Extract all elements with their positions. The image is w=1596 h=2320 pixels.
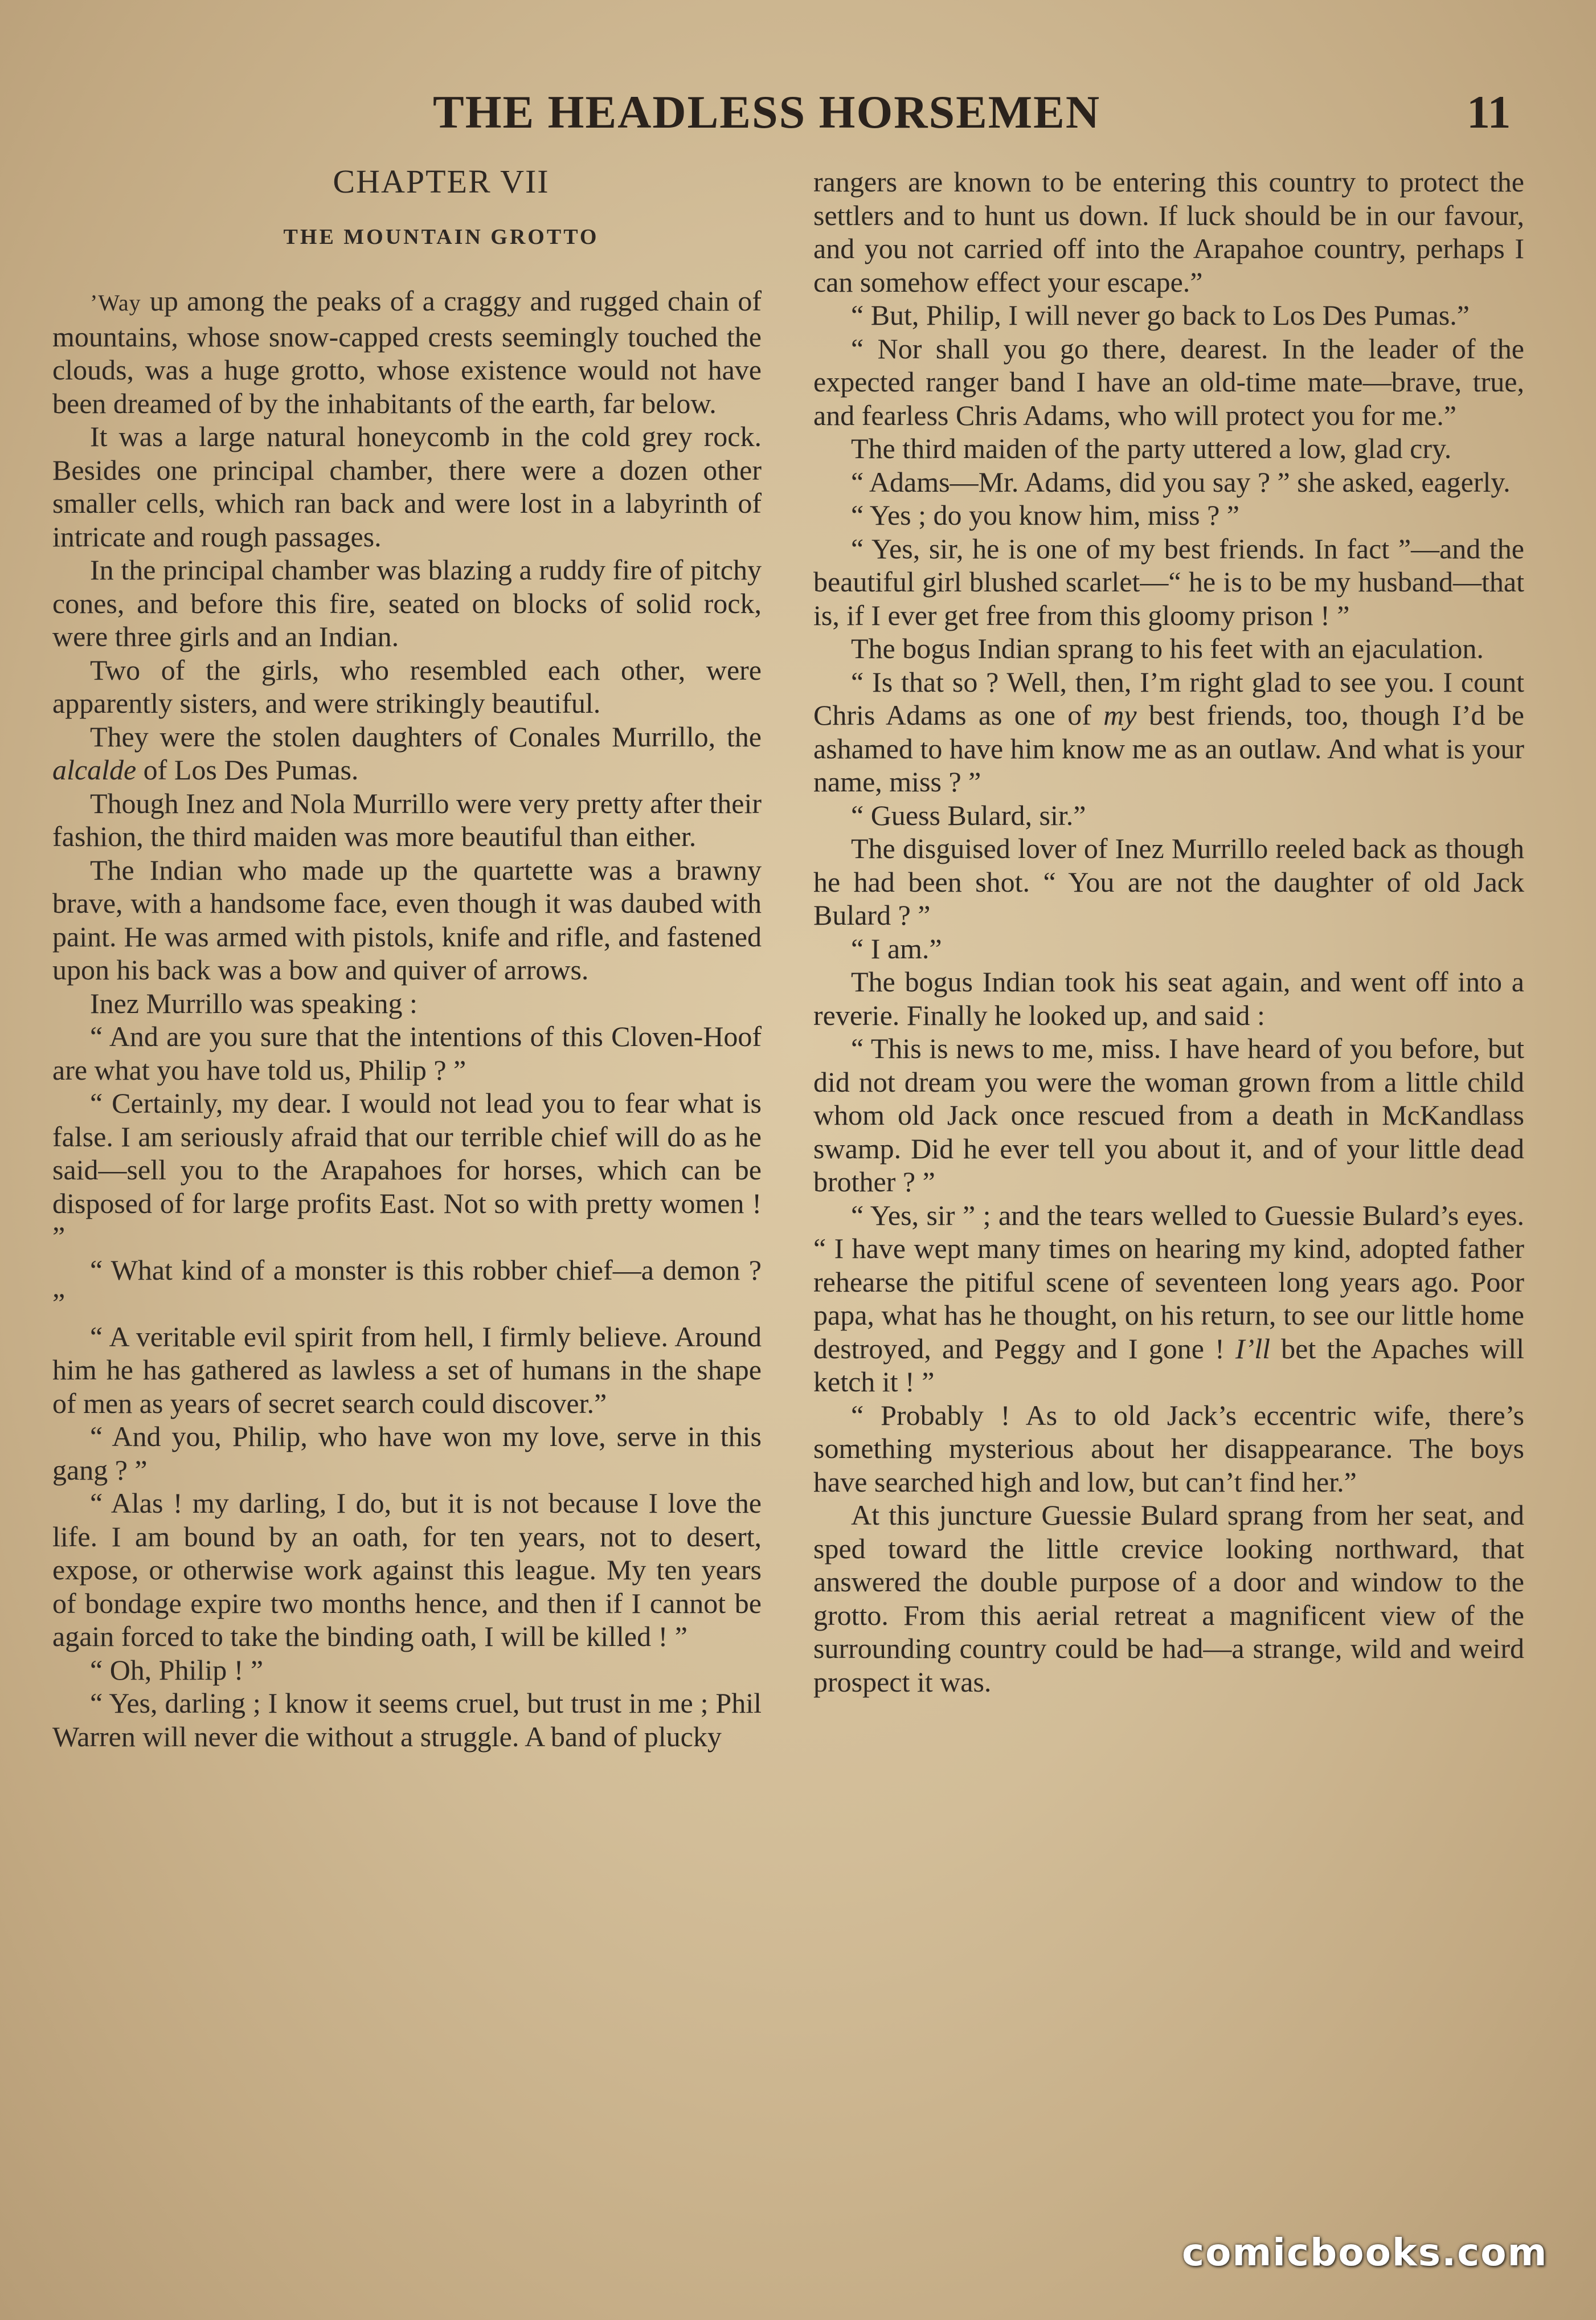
paragraph: The third maiden of the party uttered a low, glad cry. xyxy=(851,432,1452,464)
paragraph: “ Oh, Philip ! ” xyxy=(90,1653,264,1686)
paragraph: The Indian who made up the quartette was a brawny brave, with a handsome face, even though it was daubed with paint. He was armed with pistols, knife and rifle, and fastened upon his back was a bow and quiver of arrows. xyxy=(52,853,762,986)
paragraph: “ And you, Philip, who have won my love, serve in this gang ? ” xyxy=(52,1420,762,1486)
paragraph-text: “ Yes, sir ” ; and the tears welled to Guessie Bulard’s eyes. “ I have wept many times on hearing my kind, adopted father rehearse the pitiful scene of seventeen long years ago. Poor papa, what has he thought, on his return, to see our little home destroyed, and Peggy and I gone ! xyxy=(813,1199,1524,1365)
italic-text: my xyxy=(1103,699,1137,731)
paragraph: “ Probably ! As to old Jack’s eccentric wife, there’s something mysterious about her disappearance. The boys have searched high and low, but can’t find her.” xyxy=(813,1399,1524,1498)
paragraph-text: best friends, too, though I’d be ashamed to have him know me as an outlaw. And what is your name, miss ? ” xyxy=(813,699,1524,798)
drop-word: ’Way xyxy=(90,290,141,316)
paragraph: “ Adams—Mr. Adams, did you say ? ” she asked, eagerly. xyxy=(851,465,1511,498)
paragraph: “ Yes, darling ; I know it seems cruel, but trust in me ; Phil Warren will never die without a struggle. A band of plucky xyxy=(52,1687,762,1753)
site-watermark: comicbooks.com xyxy=(1182,2231,1548,2274)
paragraph: “ Alas ! my darling, I do, but it is not because I love the life. I am bound by an oath, for ten years, not to desert, expose, or otherwise work against this league. My ten years of bondage expire two months hence, and then if I cannot be again forced to take the binding oath, I will be killed ! ” xyxy=(52,1487,762,1652)
paragraph-text: of Los Des Pumas. xyxy=(136,754,359,786)
paragraph: It was a large natural honeycomb in the cold grey rock. Besides one principal chamber, there were a dozen other smaller cells, which ran back and were lost in a labyrinth of intricate and rough passages. xyxy=(52,420,762,553)
paragraph-text: They were the stolen daughters of Conales Murrillo, the xyxy=(90,720,762,753)
paragraph: “ Yes ; do you know him, miss ? ” xyxy=(851,499,1239,531)
paragraph: “ Certainly, my dear. I would not lead you to fear what is false. I am seriously afraid that our terrible chief will do as he said—sell you to the Arapahoes for horses, which can be disposed of for large profits East. Not so with pretty women ! ” xyxy=(52,1087,762,1252)
paragraph: The bogus Indian took his seat again, and went off into a reverie. Finally he looked up, and said : xyxy=(813,966,1524,1031)
paragraph: “ What kind of a monster is this robber chief—a demon ? ” xyxy=(52,1253,762,1319)
paragraph: “ This is news to me, miss. I have heard of you before, but did not dream you were the woman grown from a little child whom old Jack once rescued from a death in McKandlass swamp. Did he ever tell you about it, and of your little dead brother ? ” xyxy=(813,1032,1524,1198)
chapter-heading: CHAPTER VII xyxy=(333,163,550,200)
paragraph: At this juncture Guessie Bulard sprang from her seat, and sped toward the little crevice looking northward, that answered the double purpose of a door and window to the grotto. From this aerial retreat a magnificent view of the surrounding country could be had—a strange, wild and weird prospect it was. xyxy=(813,1499,1524,1698)
italic-text: alcalde xyxy=(52,754,137,786)
paragraph xyxy=(52,720,762,787)
paragraph: “ And are you sure that the intentions of this Cloven-Hoof are what you have told us, Philip ? ” xyxy=(52,1020,762,1086)
paragraph-text: “ Is that so ? Well, then, I’m right glad to see you. I count Chris Adams as one of xyxy=(813,665,1524,731)
paragraph: Though Inez and Nola Murrillo were very pretty after their fashion, the third maiden was more beautiful than either. xyxy=(52,787,762,852)
paragraph: Inez Murrillo was speaking : xyxy=(90,987,418,1019)
paragraph: “ A veritable evil spirit from hell, I firmly believe. Around him he has gathered as lawless a set of humans in the shape of men as years of secret search could discover.” xyxy=(52,1320,762,1419)
paragraph: In the principal chamber was blazing a ruddy fire of pitchy cones, and before this fire, seated on blocks of solid rock, were three girls and an Indian. xyxy=(52,554,762,652)
paragraph: The bogus Indian sprang to his feet with an ejaculation. xyxy=(851,632,1484,664)
paragraph-text: up among the peaks of a craggy and rugged chain of mountains, whose snow-capped crests seemingly touched the clouds, was a huge grotto, whose existence would not have been dreamed of by the inhabitants of the earth, far below. xyxy=(52,285,762,419)
paragraph-text: bet the Apaches will ketch it ! ” xyxy=(813,1332,1524,1398)
right-column xyxy=(813,165,1524,1698)
left-column xyxy=(52,165,762,1753)
paragraph: The disguised lover of Inez Murrillo reeled back as though he had been shot. “ You are not the daughter of old Jack Bulard ? ” xyxy=(813,832,1524,931)
paragraph: “ Nor shall you go there, dearest. In the leader of the expected ranger band I have an old-time mate—brave, true, and fearless Chris Adams, who will protect you for me.” xyxy=(813,332,1524,431)
page-number: 11 xyxy=(1467,86,1511,138)
paragraph xyxy=(813,665,1524,799)
paragraph: “ But, Philip, I will never go back to Los Des Pumas.” xyxy=(851,299,1470,331)
chapter-title: THE MOUNTAIN GROTTO xyxy=(283,224,599,249)
paragraph: “ Guess Bulard, sir.” xyxy=(851,799,1086,831)
paragraph: “ Yes, sir, he is one of my best friends. In fact ”—and the beautiful girl blushed scarlet—“ he is to be my husband—that is, if I ever get free from this gloomy prison ! ” xyxy=(813,532,1524,631)
running-head-title: THE HEADLESS HORSEMEN xyxy=(433,86,1101,138)
paragraph: rangers are known to be entering this country to protect the settlers and to hunt us down. If luck should be in our favour, and you not carried off into the Arapahoe country, perhaps I can somehow effect your escape.” xyxy=(813,166,1524,298)
paragraph: “ I am.” xyxy=(851,932,942,965)
paragraph: Two of the girls, who resembled each other, were apparently sisters, and were strikingly beautiful. xyxy=(52,653,762,719)
paragraph xyxy=(52,284,762,420)
italic-text: I’ll xyxy=(1235,1332,1270,1365)
paragraph xyxy=(813,1199,1524,1399)
